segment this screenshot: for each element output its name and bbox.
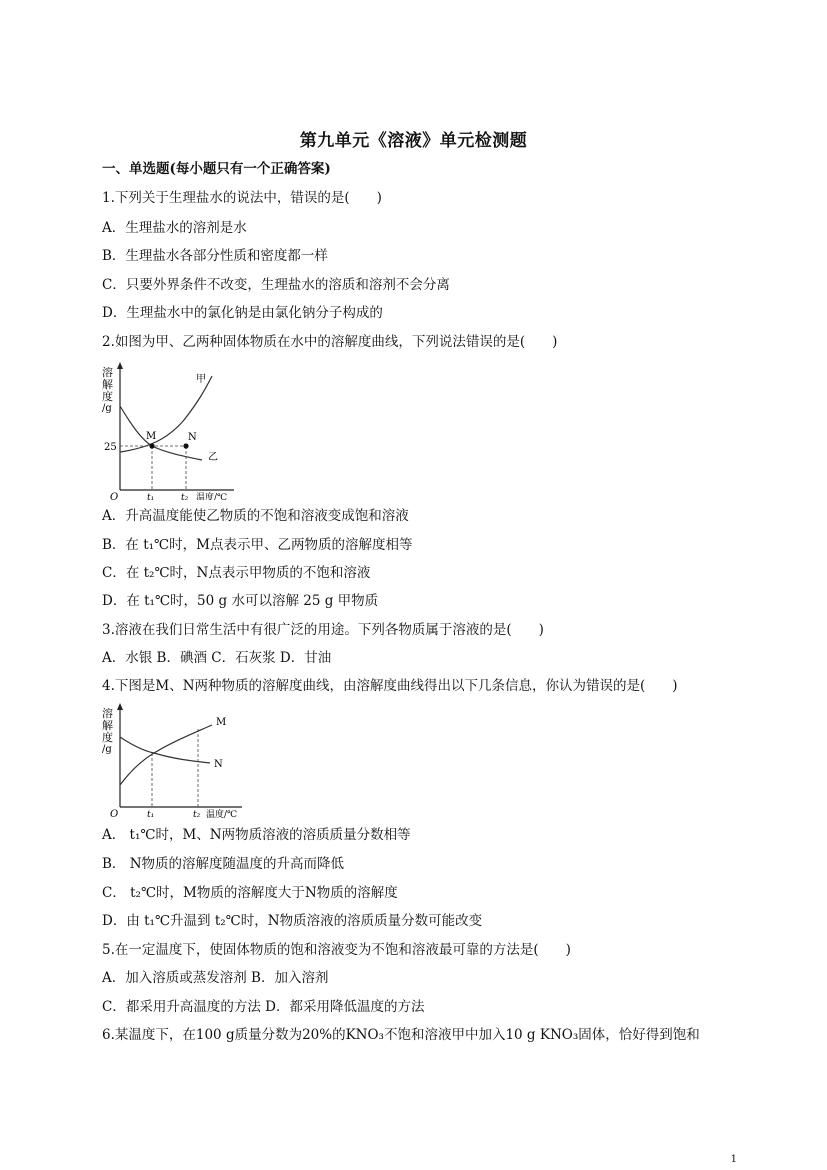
q2-option-a: A．升高温度能使乙物质的不饱和溶液变成饱和溶液 — [102, 508, 409, 524]
q2-option-d: D．在 t₁℃时，50 g 水可以溶解 25 g 甲物质 — [102, 593, 379, 609]
q4-x-tick-t2: t₂ — [193, 810, 201, 820]
q2-point-n-label: N — [188, 432, 197, 443]
q3-stem: 3.溶液在我们日常生活中有很广泛的用途。下列各物质属于溶液的是( ) — [102, 622, 544, 638]
q5-stem: 5.在一定温度下，使固体物质的饱和溶液变为不饱和溶液最可靠的方法是( ) — [102, 942, 571, 958]
q2-x-label: 温度/℃ — [196, 493, 228, 500]
q4-ylabel-2: 解 — [102, 719, 113, 732]
q4-ylabel-3: 度 — [102, 731, 113, 744]
q2-solubility-chart — [102, 360, 242, 504]
q2-ylabel-3: 度 — [102, 390, 113, 403]
q5-options-ab: A．加入溶质或蒸发溶剂 B．加入溶剂 — [102, 970, 329, 986]
q2-option-b: B．在 t₁℃时，M点表示甲、乙两物质的溶解度相等 — [102, 537, 413, 553]
q2-stem: 2.如图为甲、乙两种固体物质在水中的溶解度曲线，下列说法错误的是( ) — [102, 334, 558, 350]
q2-x-tick-t1: t₁ — [147, 493, 155, 500]
q3-options: A．水银 B．碘酒 C．石灰浆 D．甘油 — [102, 650, 332, 666]
q2-option-c: C．在 t₂℃时，N点表示甲物质的不饱和溶液 — [102, 565, 371, 581]
q2-series-yi-label: 乙 — [208, 452, 218, 463]
q1-option-c: C．只要外界条件不改变，生理盐水的溶质和溶剂不会分离 — [102, 277, 450, 293]
q2-point-m-label: M — [146, 431, 157, 442]
q4-ylabel-1: 溶 — [102, 707, 113, 720]
q4-solubility-chart — [102, 703, 252, 827]
q2-series-jia-label: 甲 — [196, 374, 206, 385]
q4-curve-n — [120, 737, 210, 763]
q2-point-n — [183, 443, 188, 448]
q4-option-a: A． t₁℃时，M、N两物质溶液的溶质质量分数相等 — [102, 827, 411, 843]
q1-stem: 1.下列关于生理盐水的说法中，错误的是( ) — [102, 190, 382, 206]
q2-ylabel-4: /g — [102, 403, 112, 414]
q2-curve-jia — [120, 376, 212, 452]
q1-option-a: A．生理盐水的溶剂是水 — [102, 220, 247, 236]
page-number: 1 — [730, 1154, 737, 1165]
q2-x-tick-t2: t₂ — [181, 493, 189, 500]
q6-stem: 6.某温度下，在100 g质量分数为20%的KNO₃不饱和溶液甲中加入10 g KNO₃固体，恰好得到饱和 — [102, 1027, 700, 1043]
q4-option-b: B． N物质的溶解度随温度的升高而降低 — [102, 856, 345, 872]
q4-series-n-label: N — [214, 759, 223, 770]
q4-x-tick-t1: t₁ — [147, 810, 155, 820]
q4-ylabel-4: /g — [102, 744, 112, 755]
q2-point-m — [149, 443, 154, 448]
q5-options-cd: C．都采用升高温度的方法 D．都采用降低温度的方法 — [102, 999, 425, 1015]
q4-stem: 4.下图是M、N两种物质的溶解度曲线，由溶解度曲线得出以下几条信息，你认为错误的是( ) — [102, 678, 678, 694]
q4-option-c: C． t₂℃时，M物质的溶解度大于N物质的溶解度 — [102, 885, 398, 901]
q2-y-tick-25: 25 — [104, 442, 117, 453]
q4-x-label: 温度/℃ — [206, 810, 238, 820]
q4-origin: O — [110, 809, 119, 820]
q1-option-b: B．生理盐水各部分性质和密度都一样 — [102, 248, 328, 264]
q2-ylabel-2: 解 — [102, 378, 113, 391]
document-title: 第九单元《溶液》单元检测题 — [299, 131, 528, 151]
q4-series-m-label: M — [216, 717, 227, 728]
q4-option-d: D．由 t₁℃升温到 t₂℃时，N物质溶液的溶质质量分数可能改变 — [102, 913, 483, 929]
section-heading: 一、单选题(每小题只有一个正确答案) — [102, 161, 331, 177]
q2-origin: O — [110, 492, 119, 500]
q1-option-d: D．生理盐水中的氯化钠是由氯化钠分子构成的 — [102, 305, 383, 321]
q2-ylabel-1: 溶 — [102, 366, 113, 379]
